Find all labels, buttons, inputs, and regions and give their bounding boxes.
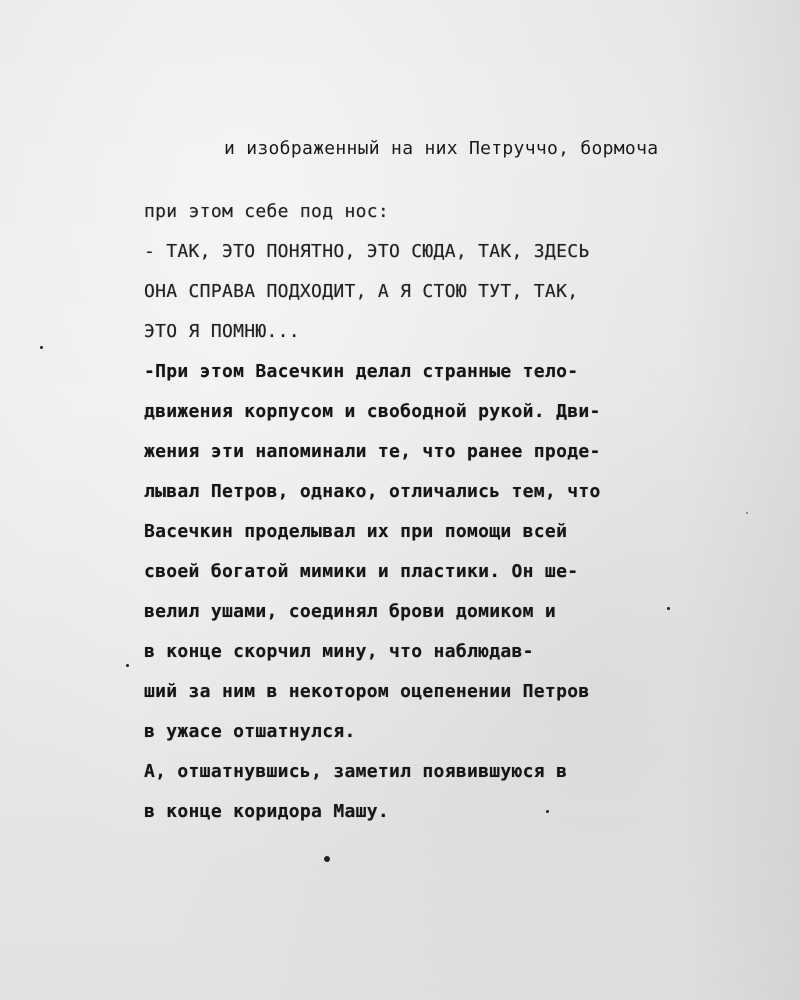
text-line: велил ушами, соединял брови домиком и — [144, 601, 557, 622]
text-line: жения эти напоминали те, что ранее проде- — [144, 441, 601, 462]
text-line: ОНА СПРАВА ПОДХОДИТ, А Я СТОЮ ТУТ, ТАК, — [144, 281, 579, 302]
ink-speck — [746, 512, 748, 514]
text-line: Васечкин проделывал их при помощи всей — [144, 521, 568, 542]
ink-speck — [546, 810, 549, 813]
text-line: лывал Петров, однако, отличались тем, что — [144, 481, 601, 502]
text-line: движения корпусом и свободной рукой. Дви- — [144, 401, 601, 422]
text-line: А, отшатнувшись, заметил появившуюся в — [144, 761, 568, 782]
text-line: - ТАК, ЭТО ПОНЯТНО, ЭТО СЮДА, ТАК, ЗДЕСЬ — [144, 241, 590, 262]
ink-speck — [324, 856, 330, 862]
text-line: ший за ним в некотором оцепенении Петров — [144, 681, 590, 702]
ink-speck — [126, 664, 129, 667]
text-line: в конце скорчил мину, что наблюдав- — [144, 641, 534, 662]
ink-speck — [40, 346, 43, 349]
ink-speck — [667, 607, 670, 610]
text-line: при этом себе под нос: — [144, 201, 390, 222]
text-line: в конце коридора Машу. — [144, 801, 390, 822]
text-line: своей богатой мимики и пластики. Он ше- — [144, 561, 579, 582]
header-line: и изображенный на них Петруччо, бормоча — [224, 138, 659, 159]
text-line: в ужасе отшатнулся. — [144, 721, 356, 742]
body-text — [144, 192, 664, 832]
text-line: -При этом Васечкин делал странные тело- — [144, 361, 579, 382]
text-line: ЭТО Я ПОМНЮ... — [144, 321, 300, 342]
